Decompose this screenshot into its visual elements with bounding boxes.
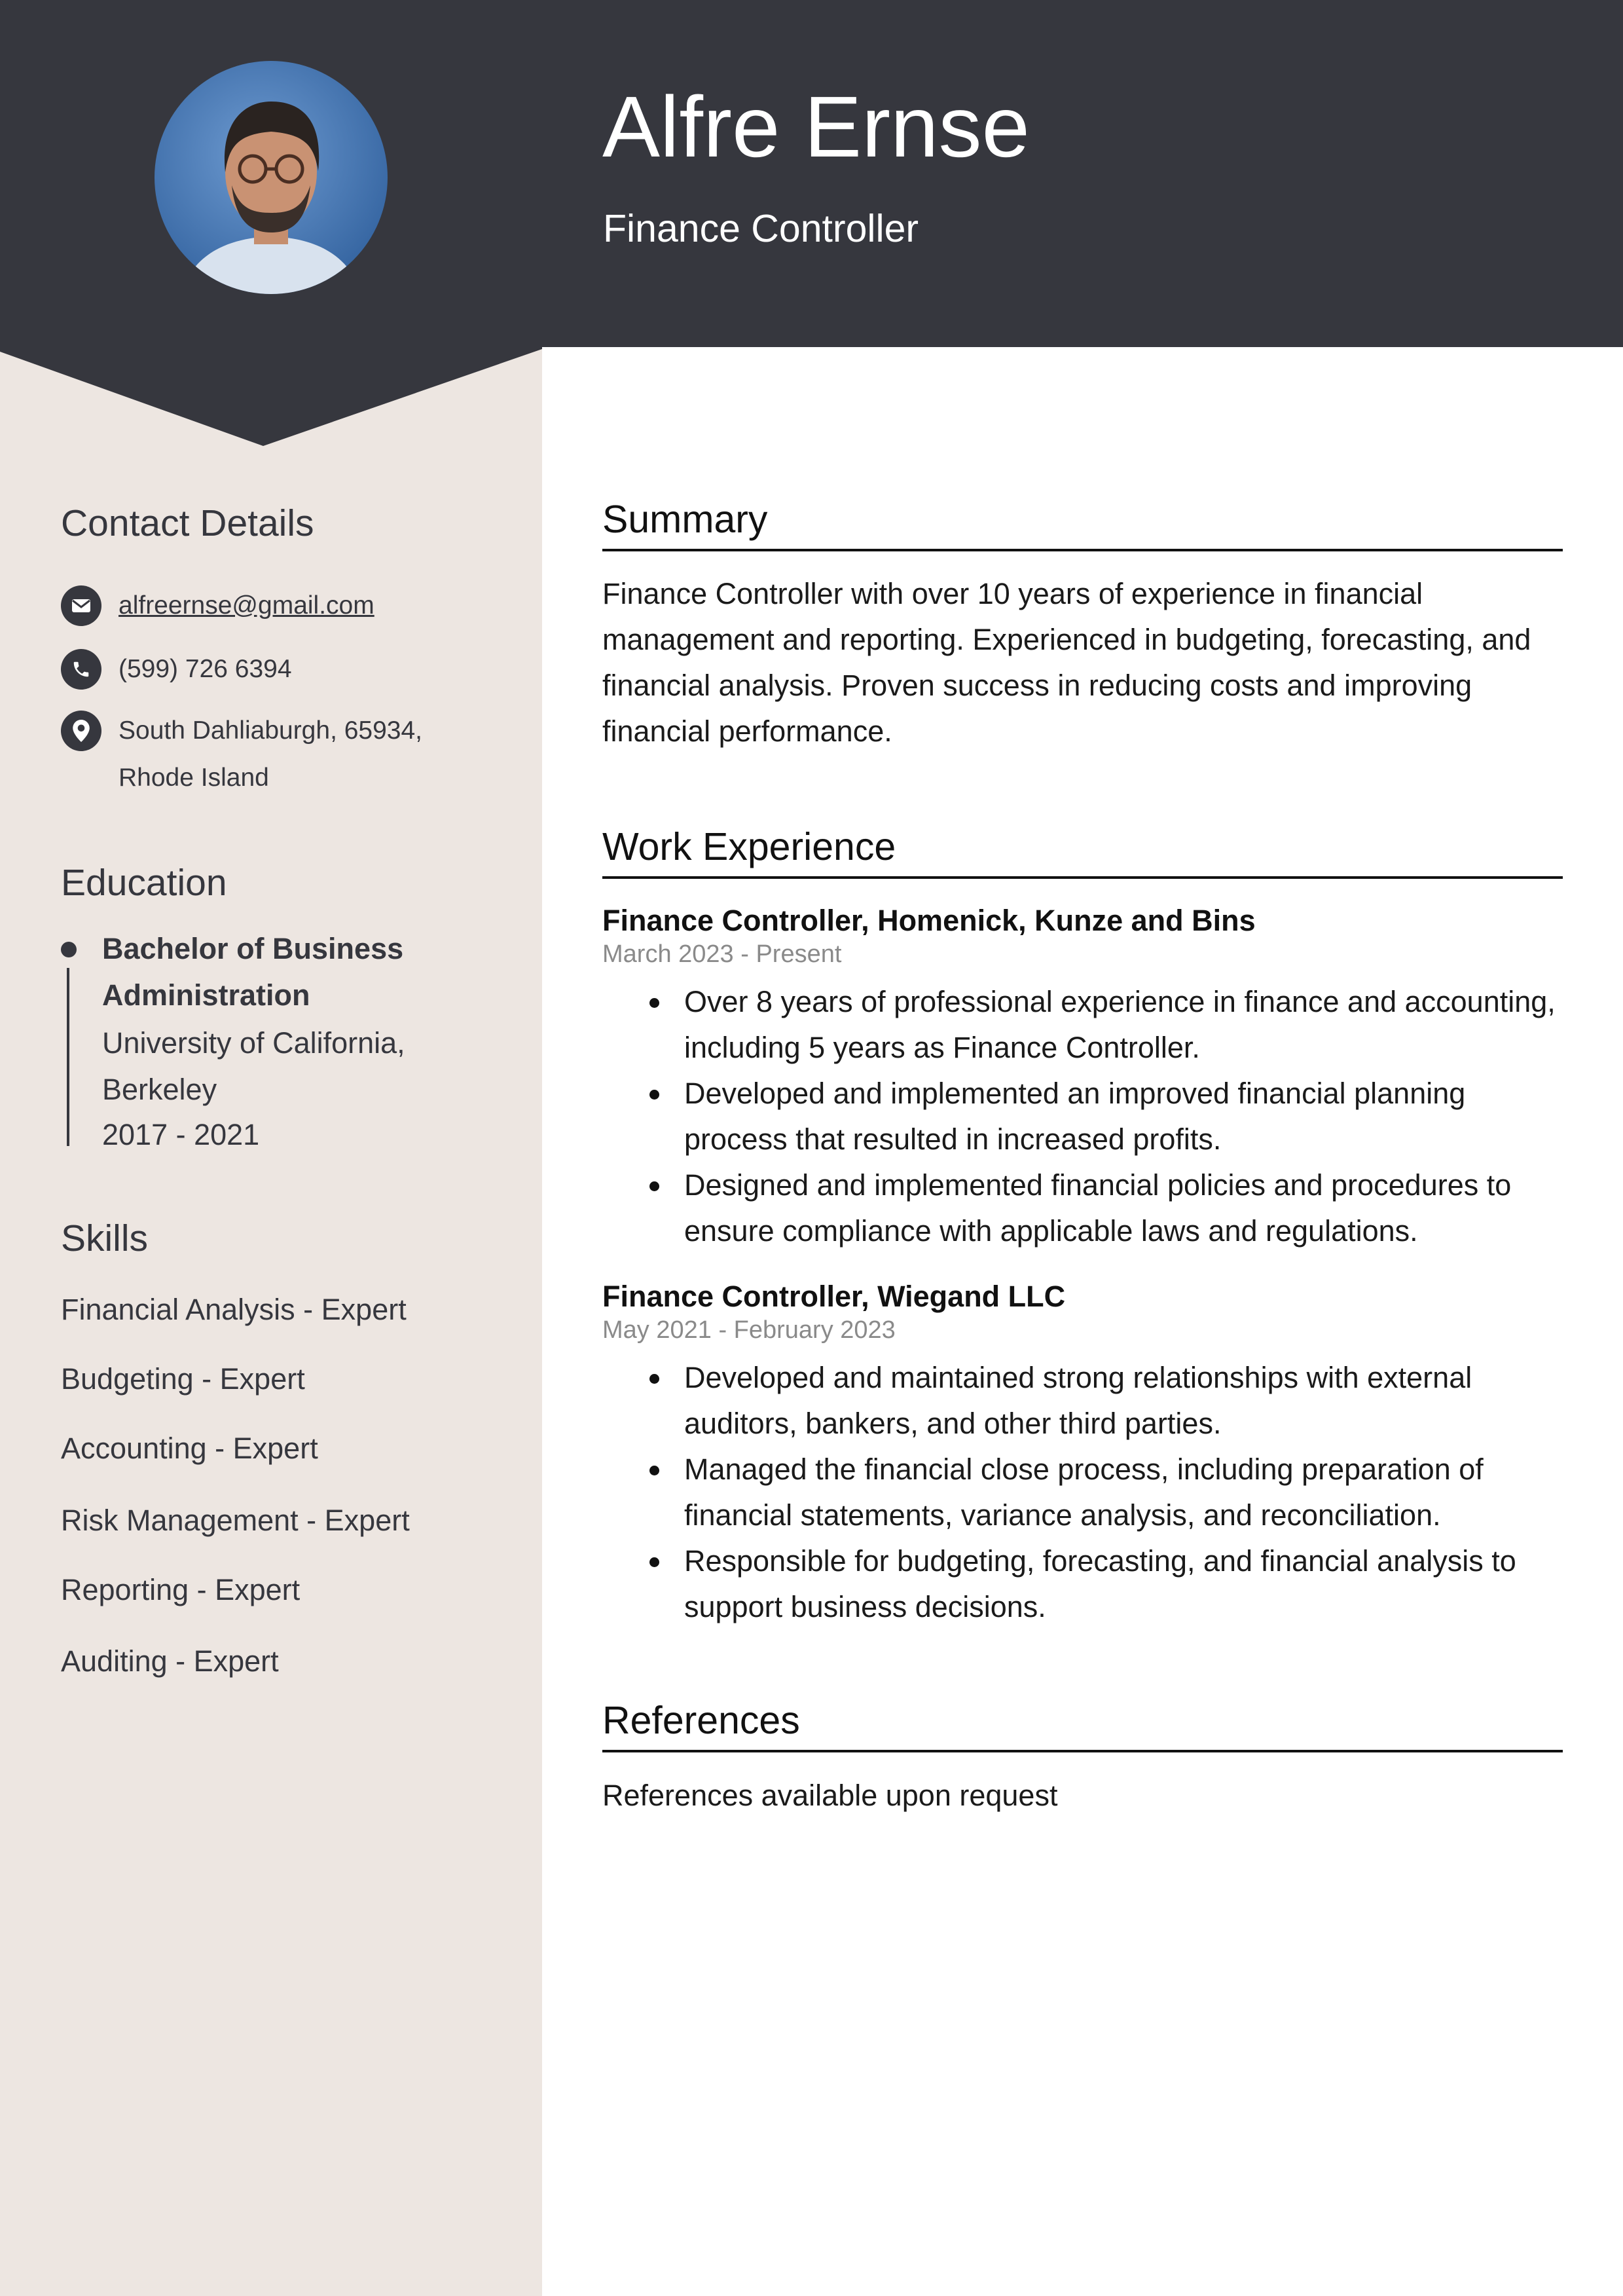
- education-degree: Bachelor of Business Administration: [102, 932, 404, 1012]
- contact-address-row: [61, 711, 422, 802]
- job-dates: May 2021 - February 2023: [602, 1316, 896, 1344]
- phone-icon: [61, 649, 101, 690]
- references-divider: [602, 1750, 1563, 1752]
- contact-heading: Contact Details: [61, 502, 314, 544]
- skill-item: Budgeting - Expert: [61, 1362, 305, 1396]
- references-text: References available upon request: [602, 1779, 1058, 1812]
- timeline-dot: [61, 942, 77, 957]
- skills-heading: Skills: [61, 1217, 149, 1259]
- references-heading: References: [602, 1699, 800, 1742]
- job-bullet-list: [602, 1355, 1571, 1630]
- phone-number: (599) 726 6394: [119, 655, 292, 683]
- candidate-job-title: Finance Controller: [603, 207, 919, 250]
- job-bullet: Developed and maintained strong relationships with external auditors, bankers, and other third parties.: [602, 1355, 1571, 1447]
- job-dates: March 2023 - Present: [602, 940, 842, 968]
- header-chevron: [0, 346, 542, 448]
- skill-item: Accounting - Expert: [61, 1432, 318, 1465]
- skill-item: Risk Management - Expert: [61, 1504, 410, 1537]
- job-bullet: Designed and implemented financial policies and procedures to ensure compliance with applicable laws and regulations.: [602, 1162, 1571, 1254]
- education-heading: Education: [61, 862, 227, 904]
- location-pin-icon: [61, 711, 101, 751]
- job-bullet: Developed and implemented an improved financial planning process that resulted in increased profits.: [602, 1071, 1571, 1162]
- profile-photo: [155, 61, 388, 294]
- job-bullet-list: [602, 979, 1571, 1254]
- work-experience-divider: [602, 876, 1563, 879]
- education-years: 2017 - 2021: [102, 1118, 260, 1151]
- timeline-line: [67, 968, 69, 1146]
- contact-email-row: [61, 585, 374, 629]
- education-school: University of California, Berkeley: [102, 1026, 405, 1106]
- job-bullet: Managed the financial close process, including preparation of financial statements, variance analysis, and reconciliation.: [602, 1447, 1571, 1538]
- address: [119, 707, 422, 802]
- address-line-1: South Dahliaburgh, 65934,: [119, 716, 423, 745]
- work-experience-heading: Work Experience: [602, 825, 896, 868]
- summary-divider: [602, 549, 1563, 551]
- skill-item: Reporting - Expert: [61, 1573, 301, 1606]
- job-bullet: Over 8 years of professional experience in finance and accounting, including 5 years as Finance Controller.: [602, 979, 1571, 1071]
- summary-heading: Summary: [602, 498, 768, 541]
- candidate-name: Alfre Ernse: [602, 79, 1030, 175]
- skill-item: Auditing - Expert: [61, 1644, 279, 1678]
- skill-item: Financial Analysis - Expert: [61, 1293, 407, 1326]
- summary-text: Finance Controller with over 10 years of experience in financial management and reporting. Experienced in budgeting, forecasting, and financial analysis. Proven success in reducing costs and improving financial performance.: [602, 577, 1531, 748]
- job-title: Finance Controller, Homenick, Kunze and Bins: [602, 904, 1256, 937]
- address-line-2: Rhode Island: [119, 764, 269, 792]
- job-title: Finance Controller, Wiegand LLC: [602, 1280, 1066, 1313]
- job-bullet: Responsible for budgeting, forecasting, and financial analysis to support business decisions.: [602, 1538, 1571, 1630]
- email-link[interactable]: alfreernse@gmail.com: [119, 591, 374, 620]
- envelope-icon: [61, 585, 101, 626]
- contact-phone-row: [61, 649, 292, 693]
